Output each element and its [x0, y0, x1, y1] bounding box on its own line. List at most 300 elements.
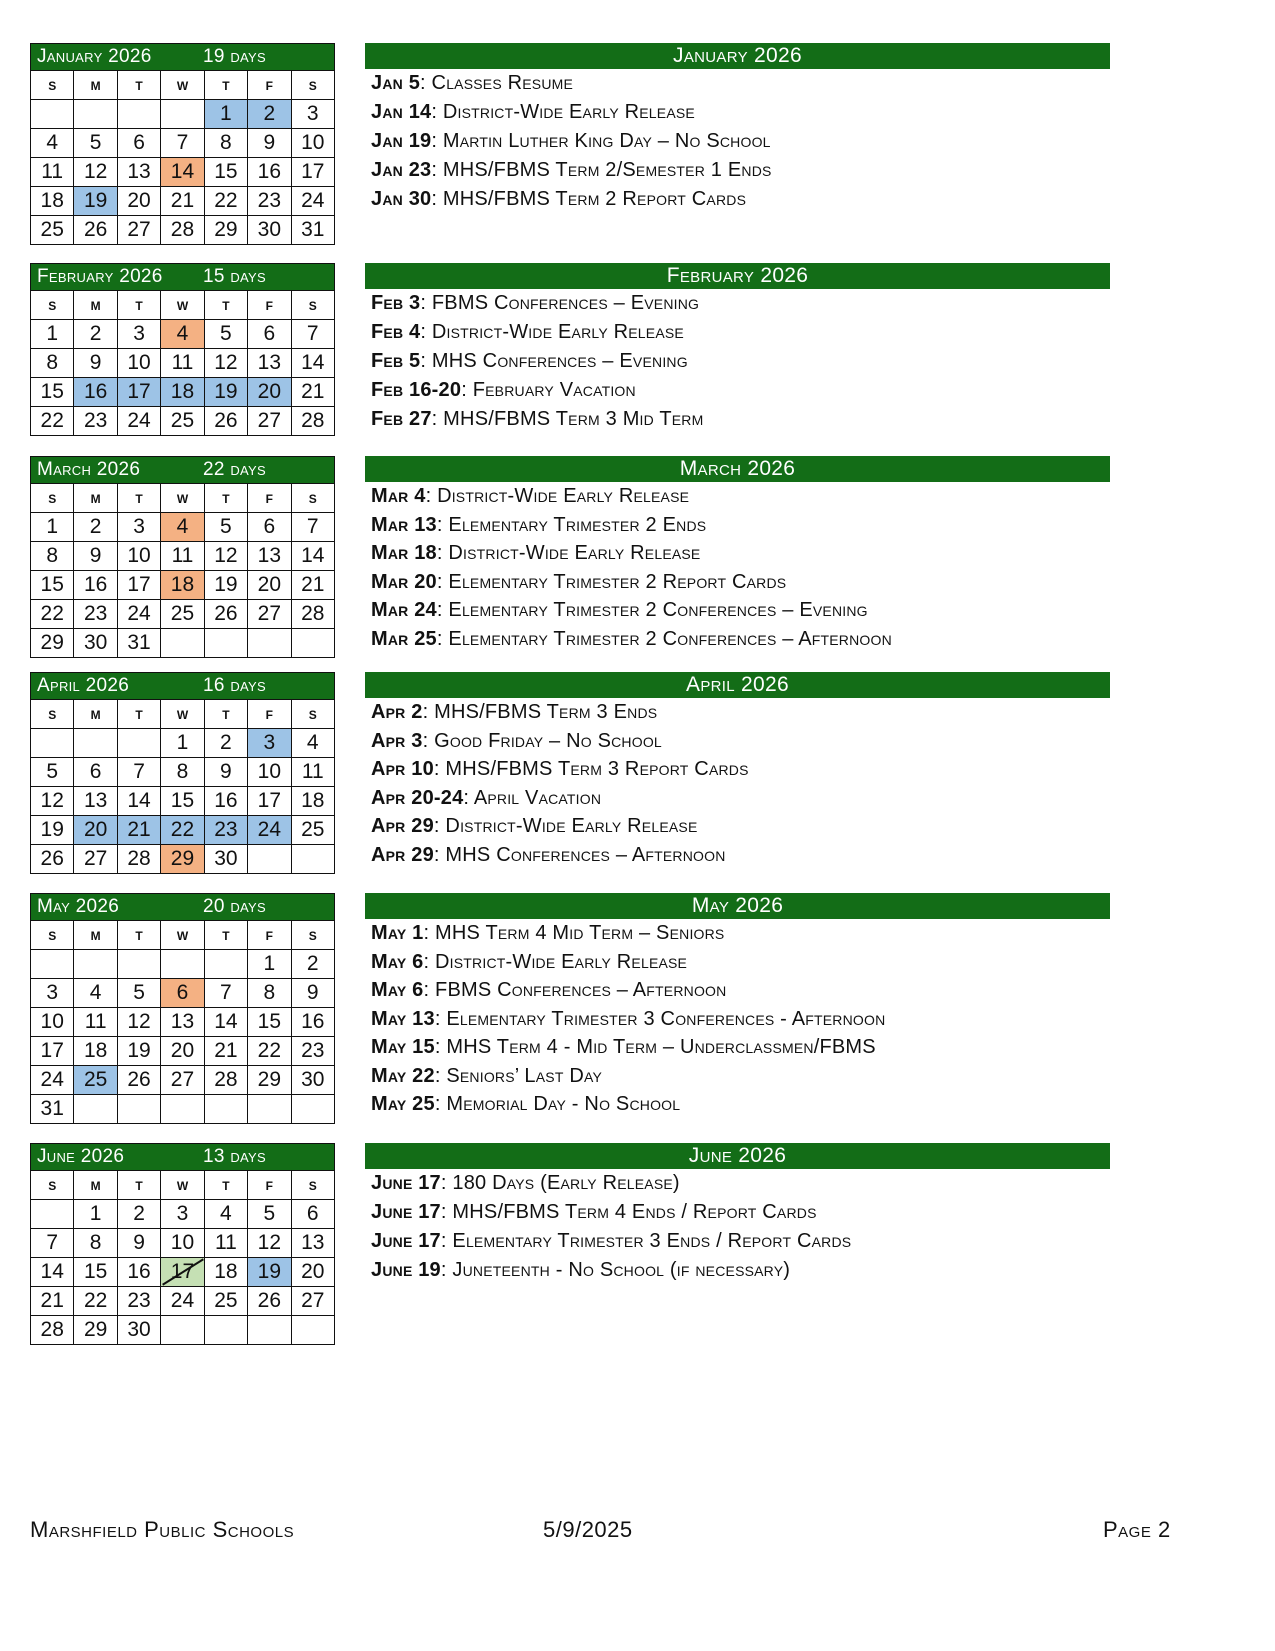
day-number: 5: [220, 515, 232, 538]
calendar-day-cell: [117, 349, 160, 378]
weekday-label: f: [248, 291, 291, 320]
calendar-day-cell: [74, 216, 117, 245]
calendar-day-cell: [74, 349, 117, 378]
weekday-label: m: [74, 291, 117, 320]
calendar-day-cell: [161, 542, 204, 571]
calendar-empty-cell: [161, 1316, 204, 1345]
month-events-list: [365, 672, 1110, 869]
event-item: [365, 98, 1110, 127]
calendar-day-cell: [248, 187, 291, 216]
day-number: 2: [89, 515, 102, 538]
weekday-label: m: [74, 71, 117, 100]
day-number: 17: [170, 1260, 195, 1283]
event-date: June 17: [371, 1172, 441, 1194]
calendar-empty-cell: [291, 1316, 334, 1345]
event-date: June 17: [371, 1201, 441, 1223]
calendar-day-cell: [161, 378, 204, 407]
event-description: : District-Wide Early Release: [423, 950, 688, 973]
calendar-empty-cell: [74, 729, 117, 758]
day-number: 13: [83, 789, 108, 812]
calendar-day-cell: [248, 758, 291, 787]
event-item: [365, 1198, 1110, 1227]
month-events-list: [365, 1143, 1110, 1285]
calendar-week-row: [31, 1200, 335, 1229]
event-item: [365, 1256, 1110, 1285]
calendar-week-row: [31, 571, 335, 600]
calendar-day-cell: [74, 407, 117, 436]
calendar-day-cell: [31, 378, 74, 407]
day-number: 21: [170, 189, 195, 212]
calendar-day-cell: [204, 129, 247, 158]
weekday-label: t: [204, 700, 247, 729]
calendar-day-cell: [204, 542, 247, 571]
day-number: 16: [214, 789, 238, 812]
day-number: 25: [170, 409, 195, 432]
day-number: 9: [89, 544, 102, 567]
event-item: [365, 841, 1110, 870]
calendar-week-row: [31, 513, 335, 542]
calendar-week-row: [31, 320, 335, 349]
event-date: Feb 4: [371, 321, 421, 343]
day-number: 18: [214, 1260, 238, 1283]
day-number: 6: [176, 981, 189, 1004]
calendar-day-cell: [248, 542, 291, 571]
weekday-label: f: [248, 700, 291, 729]
calendar-day-cell: [117, 1037, 160, 1066]
calendar-day-cell: [248, 1200, 291, 1229]
day-number: 12: [214, 351, 238, 374]
weekday-label: w: [161, 484, 204, 513]
weekday-label: t: [117, 484, 160, 513]
event-date: Mar 24: [371, 599, 437, 621]
event-item: [365, 976, 1110, 1005]
event-date: May 25: [371, 1093, 435, 1115]
weekday-label: s: [291, 1171, 334, 1200]
day-number: 23: [83, 602, 108, 625]
calendar-day-cell: [291, 1229, 334, 1258]
day-number: 14: [40, 1260, 64, 1283]
calendar-day-cell: [117, 845, 160, 874]
calendar-day-cell: [291, 1008, 334, 1037]
event-date: Feb 3: [371, 292, 421, 314]
event-item: [365, 596, 1110, 625]
calendar-day-cell: [74, 129, 117, 158]
day-number: 10: [127, 544, 151, 567]
event-date: June 19: [371, 1259, 441, 1281]
calendar-day-cell: [204, 349, 247, 378]
calendar-day-cell: [291, 571, 334, 600]
calendar-empty-cell: [31, 1200, 74, 1229]
day-number: 19: [257, 1260, 281, 1283]
calendar-day-cell: [291, 979, 334, 1008]
day-number: 5: [263, 1202, 276, 1225]
calendar-day-cell: [291, 787, 334, 816]
event-item: [365, 1169, 1110, 1198]
day-number: 2: [133, 1202, 145, 1225]
calendar-day-cell: [31, 542, 74, 571]
day-number: 9: [263, 131, 276, 154]
weekday-label: t: [204, 484, 247, 513]
day-number: 28: [214, 1068, 238, 1091]
event-item: [365, 1033, 1110, 1062]
day-number: 10: [301, 131, 325, 154]
month-events-list: [365, 43, 1110, 214]
month-calendar-grid: [30, 672, 335, 874]
month-events-list: [365, 263, 1110, 434]
calendar-empty-cell: [117, 100, 160, 129]
calendar-empty-cell: [74, 1095, 117, 1124]
day-number: 17: [40, 1039, 64, 1062]
calendar-day-cell: [74, 629, 117, 658]
calendar-month-title: May 2026: [37, 896, 120, 917]
weekday-label: w: [161, 71, 204, 100]
event-date: Mar 18: [371, 542, 437, 564]
calendar-day-cell: [204, 600, 247, 629]
event-date: Jan 14: [371, 101, 432, 123]
day-number: 8: [176, 760, 189, 783]
day-number: 13: [257, 351, 281, 374]
day-number: 8: [89, 1231, 102, 1254]
event-item: [365, 289, 1110, 318]
month-calendar-grid: [30, 456, 335, 658]
day-number: 25: [40, 218, 64, 241]
calendar-day-cell: [74, 1229, 117, 1258]
calendar-empty-cell: [161, 100, 204, 129]
day-number: 3: [133, 515, 145, 538]
calendar-day-cell: [74, 758, 117, 787]
calendar-week-row: [31, 729, 335, 758]
calendar-day-cell: [117, 1287, 160, 1316]
event-description: : Elementary Trimester 3 Ends / Report Cards: [440, 1230, 852, 1252]
calendar-week-row: [31, 950, 335, 979]
calendar-day-cell: [74, 1316, 117, 1345]
calendar-day-cell: [117, 216, 160, 245]
calendar-week-row: [31, 129, 335, 158]
weekday-label: t: [117, 1171, 160, 1200]
weekday-label: m: [74, 1171, 117, 1200]
event-description: : Elementary Trimester 2 Report Cards: [436, 570, 787, 593]
calendar-day-cell: [291, 542, 334, 571]
day-number: 10: [127, 351, 151, 374]
event-item: [365, 625, 1110, 654]
event-description: : MHS Conferences – Evening: [420, 350, 688, 372]
day-number: 24: [257, 818, 281, 841]
event-item: [365, 69, 1110, 98]
calendar-day-cell: [161, 1229, 204, 1258]
day-number: 23: [127, 1289, 151, 1312]
calendar-day-cell: [161, 571, 204, 600]
events-month-heading: May 2026: [365, 893, 1110, 919]
day-number: 14: [170, 160, 195, 183]
day-number: 29: [214, 218, 238, 241]
day-number: 12: [40, 789, 64, 812]
day-number: 16: [257, 160, 281, 183]
calendar-day-cell: [31, 1037, 74, 1066]
calendar-week-row: [31, 979, 335, 1008]
weekday-label: s: [291, 700, 334, 729]
calendar-day-cell: [204, 1066, 247, 1095]
day-number: 29: [170, 847, 195, 870]
event-item: [365, 185, 1110, 214]
day-number: 29: [257, 1068, 281, 1091]
calendar-day-cell: [74, 1037, 117, 1066]
calendar-empty-cell: [161, 950, 204, 979]
weekday-label: f: [248, 921, 291, 950]
calendar-day-cell: [248, 1008, 291, 1037]
event-item: [365, 1090, 1110, 1119]
event-description: : MHS/FBMS Term 3 Ends: [422, 701, 658, 723]
weekday-label: t: [204, 1171, 247, 1200]
weekday-label: t: [204, 921, 247, 950]
day-number: 25: [83, 1068, 108, 1091]
weekday-label: m: [74, 484, 117, 513]
calendar-day-cell: [204, 1200, 247, 1229]
calendar-day-cell: [248, 349, 291, 378]
day-number: 13: [301, 1231, 325, 1254]
calendar-day-cell: [117, 571, 160, 600]
day-number: 18: [40, 189, 64, 212]
calendar-empty-cell: [291, 1095, 334, 1124]
calendar-day-cell: [161, 1066, 204, 1095]
month-calendar-grid: [30, 893, 335, 1124]
calendar-day-cell: [291, 1258, 334, 1287]
event-description: : Elementary Trimester 3 Conferences - Afternoon: [434, 1007, 886, 1030]
event-date: June 17: [371, 1230, 441, 1252]
month-calendar-grid: [30, 43, 335, 245]
calendar-day-cell: [161, 845, 204, 874]
calendar-week-row: [31, 1258, 335, 1287]
day-number: 1: [46, 515, 59, 538]
calendar-day-cell: [117, 513, 160, 542]
calendar-day-cell: [74, 1258, 117, 1287]
calendar-week-row: [31, 629, 335, 658]
event-item: [365, 1062, 1110, 1091]
calendar-day-cell: [291, 816, 334, 845]
day-number: 15: [214, 160, 238, 183]
weekday-label: w: [161, 1171, 204, 1200]
calendar-empty-cell: [117, 950, 160, 979]
day-number: 4: [220, 1202, 232, 1225]
event-description: : Seniors’ Last Day: [434, 1064, 603, 1087]
weekday-label: s: [291, 484, 334, 513]
day-number: 1: [263, 952, 276, 975]
day-number: 18: [83, 1039, 108, 1062]
weekday-label: f: [248, 1171, 291, 1200]
calendar-day-cell: [291, 1287, 334, 1316]
day-number: 28: [127, 847, 151, 870]
calendar-header: [31, 264, 335, 291]
event-description: : District-Wide Early Release: [436, 542, 701, 564]
calendar-day-cell: [117, 979, 160, 1008]
weekday-label: w: [161, 700, 204, 729]
calendar-week-row: [31, 187, 335, 216]
day-number: 23: [214, 818, 238, 841]
day-number: 24: [301, 189, 325, 212]
events-month-heading: February 2026: [365, 263, 1110, 289]
day-number: 30: [301, 1068, 325, 1091]
day-number: 19: [214, 573, 238, 596]
calendar-day-cell: [74, 600, 117, 629]
calendar-day-cell: [161, 816, 204, 845]
day-number: 23: [257, 189, 281, 212]
calendar-day-cell: [161, 1287, 204, 1316]
day-number: 23: [301, 1039, 325, 1062]
day-number: 6: [133, 131, 145, 154]
calendar-empty-cell: [291, 845, 334, 874]
day-number: 19: [127, 1039, 151, 1062]
calendar-empty-cell: [74, 100, 117, 129]
day-number: 10: [170, 1231, 195, 1254]
calendar-empty-cell: [117, 1095, 160, 1124]
event-item: [365, 127, 1110, 156]
event-item: [365, 812, 1110, 841]
calendar-day-cell: [74, 1066, 117, 1095]
weekday-label: s: [31, 484, 74, 513]
calendar-week-row: [31, 1316, 335, 1345]
calendar-day-cell: [31, 845, 74, 874]
calendar-day-cell: [31, 407, 74, 436]
day-number: 22: [40, 409, 64, 432]
day-number: 6: [306, 1202, 319, 1225]
event-item: [365, 347, 1110, 376]
calendar-day-cell: [204, 513, 247, 542]
calendar-day-cell: [31, 320, 74, 349]
day-number: 13: [257, 544, 281, 567]
calendar-day-cell: [248, 407, 291, 436]
calendar-week-row: [31, 378, 335, 407]
calendar-month-title: June 2026: [37, 1146, 125, 1167]
calendar-day-cell: [161, 1037, 204, 1066]
calendar-day-cell: [117, 1316, 160, 1345]
calendar-day-cell: [31, 1008, 74, 1037]
weekday-label: t: [117, 71, 160, 100]
calendar-day-cell: [161, 729, 204, 758]
calendar-day-cell: [204, 1037, 247, 1066]
events-month-heading: June 2026: [365, 1143, 1110, 1169]
day-number: 2: [263, 102, 276, 125]
day-number: 4: [46, 131, 59, 154]
event-item: [365, 948, 1110, 977]
calendar-empty-cell: [248, 845, 291, 874]
day-number: 27: [83, 847, 108, 870]
calendar-day-cell: [31, 816, 74, 845]
event-item: [365, 568, 1110, 597]
day-number: 18: [170, 380, 195, 403]
calendar-day-cell: [248, 100, 291, 129]
event-item: [365, 405, 1110, 434]
calendar-day-cell: [161, 407, 204, 436]
day-number: 1: [220, 102, 232, 125]
day-number: 2: [220, 731, 232, 754]
event-description: : FBMS Conferences – Evening: [420, 292, 700, 314]
day-number: 14: [301, 544, 325, 567]
calendar-day-cell: [161, 320, 204, 349]
event-description: : MHS Term 4 Mid Term – Seniors: [423, 922, 725, 944]
day-number: 28: [40, 1318, 64, 1341]
calendar-day-cell: [204, 216, 247, 245]
calendar-day-cell: [248, 979, 291, 1008]
calendar-day-cell: [291, 378, 334, 407]
calendar-day-cell: [31, 216, 74, 245]
calendar-day-cell: [117, 787, 160, 816]
day-number: 28: [170, 218, 195, 241]
day-number: 31: [127, 631, 151, 654]
event-description: : FBMS Conferences – Afternoon: [423, 979, 727, 1001]
event-description: : MHS/FBMS Term 3 Mid Term: [431, 408, 704, 430]
calendar-day-cell: [31, 571, 74, 600]
school-days-count: 22 days: [203, 459, 266, 480]
calendar-week-row: [31, 600, 335, 629]
calendar-day-cell: [161, 1258, 204, 1287]
calendar-day-cell: [291, 950, 334, 979]
event-item: [365, 755, 1110, 784]
calendar-day-cell: [74, 513, 117, 542]
day-number: 19: [214, 380, 238, 403]
day-number: 3: [176, 1202, 189, 1225]
calendar-day-cell: [31, 1287, 74, 1316]
calendar-empty-cell: [204, 950, 247, 979]
calendar-day-cell: [248, 513, 291, 542]
event-description: : Memorial Day - No School: [434, 1093, 681, 1115]
event-date: Apr 29: [371, 815, 434, 837]
calendar-day-cell: [31, 187, 74, 216]
calendar-day-cell: [291, 320, 334, 349]
day-number: 28: [301, 602, 325, 625]
day-number: 3: [46, 981, 59, 1004]
day-number: 27: [301, 1289, 325, 1312]
event-description: : Elementary Trimester 2 Conferences – Evening: [436, 599, 868, 621]
calendar-empty-cell: [74, 950, 117, 979]
day-number: 8: [220, 131, 232, 154]
day-number: 25: [214, 1289, 238, 1312]
events-month-heading: January 2026: [365, 43, 1110, 69]
calendar-day-cell: [74, 979, 117, 1008]
calendar-week-row: [31, 542, 335, 571]
calendar-week-row: [31, 1287, 335, 1316]
day-number: 16: [127, 1260, 151, 1283]
events-month-heading: April 2026: [365, 672, 1110, 698]
calendar-day-cell: [117, 129, 160, 158]
calendar-day-cell: [161, 979, 204, 1008]
day-number: 1: [46, 322, 59, 345]
calendar-day-cell: [161, 787, 204, 816]
event-item: [365, 727, 1110, 756]
calendar-day-cell: [248, 216, 291, 245]
calendar-month-title: February 2026: [37, 266, 163, 287]
day-number: 12: [83, 160, 108, 183]
day-number: 30: [257, 218, 281, 241]
calendar-week-row: [31, 216, 335, 245]
day-number: 11: [301, 760, 324, 783]
calendar-day-cell: [31, 158, 74, 187]
event-date: Apr 29: [371, 843, 434, 866]
calendar-week-row: [31, 407, 335, 436]
weekday-label: t: [117, 921, 160, 950]
day-number: 30: [214, 847, 238, 870]
calendar-day-cell: [291, 187, 334, 216]
calendar-empty-cell: [161, 1095, 204, 1124]
day-number: 26: [214, 602, 238, 625]
event-description: : MHS/FBMS Term 2/Semester 1 Ends: [431, 159, 772, 181]
calendar-day-cell: [161, 158, 204, 187]
calendar-empty-cell: [204, 1316, 247, 1345]
calendar-day-cell: [161, 758, 204, 787]
day-number: 24: [127, 602, 151, 625]
weekday-label: m: [74, 700, 117, 729]
day-number: 23: [83, 409, 108, 432]
calendar-week-row: [31, 1095, 335, 1124]
calendar-week-row: [31, 1229, 335, 1258]
